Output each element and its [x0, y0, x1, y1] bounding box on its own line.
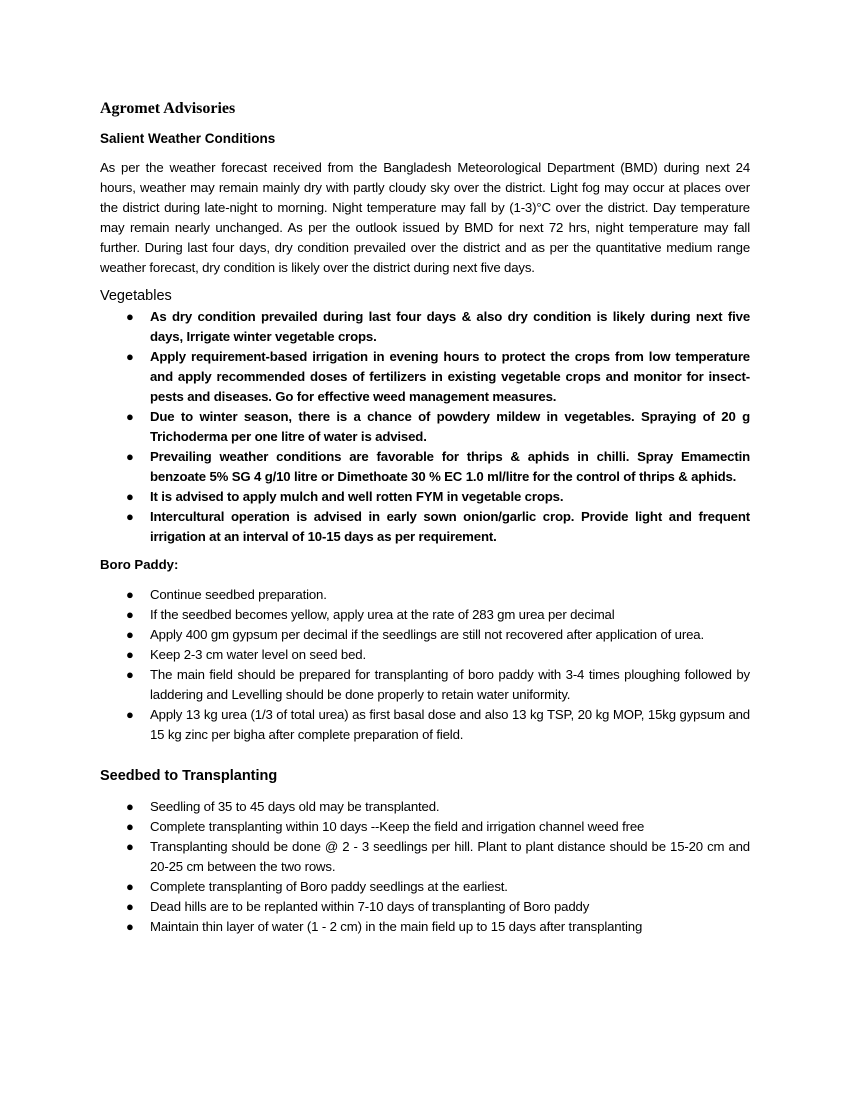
list-item: ● Maintain thin layer of water (1 - 2 cm) in the main field up to 15 days after transplanting	[100, 917, 750, 937]
list-item: ● Apply requirement-based irrigation in evening hours to protect the crops from low temperature and apply recommended doses of fertilizers in existing vegetable crops and monitor for insect-pests and diseases. Go for effective weed management measures.	[126, 349, 750, 404]
transplanting-list	[100, 797, 750, 937]
list-item: ● The main field should be prepared for transplanting of boro paddy with 3-4 times ploughing followed by laddering and Levelling should be done properly to retain water uniformity.	[126, 667, 750, 702]
weather-heading: Salient Weather Conditions	[100, 131, 276, 146]
bullet-icon: ●	[126, 919, 134, 934]
transplanting-heading: Seedbed to Transplanting	[100, 768, 278, 784]
list-item: ● Apply 13 kg urea (1/3 of total urea) as first basal dose and also 13 kg TSP, 20 kg MOP, 15kg gypsum and 15 kg zinc per bigha after complete preparation of field.	[126, 707, 750, 742]
list-item: ● Keep 2-3 cm water level on seed bed.	[100, 645, 750, 665]
bullet-icon: ●	[126, 489, 134, 504]
list-item: ● Complete transplanting of Boro paddy seedlings at the earliest.	[100, 877, 750, 897]
vegetables-heading: Vegetables	[100, 288, 172, 304]
bullet-icon: ●	[126, 647, 134, 662]
bullet-icon: ●	[126, 587, 134, 602]
bullet-icon: ●	[126, 409, 134, 424]
list-item: ● Seedling of 35 to 45 days old may be transplanted.	[100, 797, 750, 817]
list-item: ● Apply 400 gm gypsum per decimal if the seedlings are still not recovered after application of urea.	[100, 625, 750, 645]
list-item: ● Due to winter season, there is a chance of powdery mildew in vegetables. Spraying of 20 g Trichoderma per one litre of water is advised.	[126, 409, 750, 444]
list-item: ● Prevailing weather conditions are favorable for thrips & aphids in chilli. Spray Emamectin benzoate 5% SG 4 g/10 litre or Dimethoate 30 % EC 1.0 ml/litre for the control of thrips & aphids.	[126, 449, 750, 484]
bullet-icon: ●	[126, 627, 134, 642]
list-item: ● As dry condition prevailed during last four days & also dry condition is likely during next five days, Irrigate winter vegetable crops.	[126, 309, 750, 344]
list-item: ● It is advised to apply mulch and well rotten FYM in vegetable crops.	[100, 487, 750, 507]
bullet-icon: ●	[126, 509, 134, 524]
document-title: Agromet Advisories	[100, 100, 236, 117]
list-item: ● Dead hills are to be replanted within 7-10 days of transplanting of Boro paddy	[100, 897, 750, 917]
boro-list	[100, 585, 750, 745]
boro-heading: Boro Paddy:	[100, 557, 179, 572]
bullet-icon: ●	[126, 667, 134, 682]
bullet-icon: ●	[126, 899, 134, 914]
list-item: ● Intercultural operation is advised in early sown onion/garlic crop. Provide light and frequent irrigation at an interval of 10-15 days as per requirement.	[126, 509, 750, 544]
weather-paragraph: As per the weather forecast received from the Bangladesh Meteorological Department (BMD) during next 24 hours, weather may remain mainly dry with partly cloudy sky over the district. Light fog may occur at places over the district during late-night to morning. Night temperature may fall by (1-3)°C over the district. Day temperature may remain nearly unchanged. As per the outlook issued by BMD for next 72 hrs, night temperature may fall further. During last four days, dry condition prevailed over the district and as per the quantitative medium range weather forecast, dry condition is likely over the district during next five days.	[100, 160, 750, 275]
bullet-icon: ●	[126, 449, 134, 464]
document-page	[100, 98, 750, 945]
bullet-icon: ●	[126, 799, 134, 814]
bullet-icon: ●	[126, 607, 134, 622]
bullet-icon: ●	[126, 879, 134, 894]
bullet-icon: ●	[126, 349, 134, 364]
list-item: ● Complete transplanting within 10 days --Keep the field and irrigation channel weed free	[100, 817, 750, 837]
list-item: ● If the seedbed becomes yellow, apply urea at the rate of 283 gm urea per decimal	[100, 605, 750, 625]
bullet-icon: ●	[126, 707, 134, 722]
bullet-icon: ●	[126, 839, 134, 854]
bullet-icon: ●	[126, 309, 134, 324]
vegetables-list	[100, 307, 750, 547]
bullet-icon: ●	[126, 819, 134, 834]
list-item: ● Continue seedbed preparation.	[100, 585, 750, 605]
list-item: ● Transplanting should be done @ 2 - 3 seedlings per hill. Plant to plant distance should be 15-20 cm and 20-25 cm between the two rows.	[126, 839, 750, 874]
